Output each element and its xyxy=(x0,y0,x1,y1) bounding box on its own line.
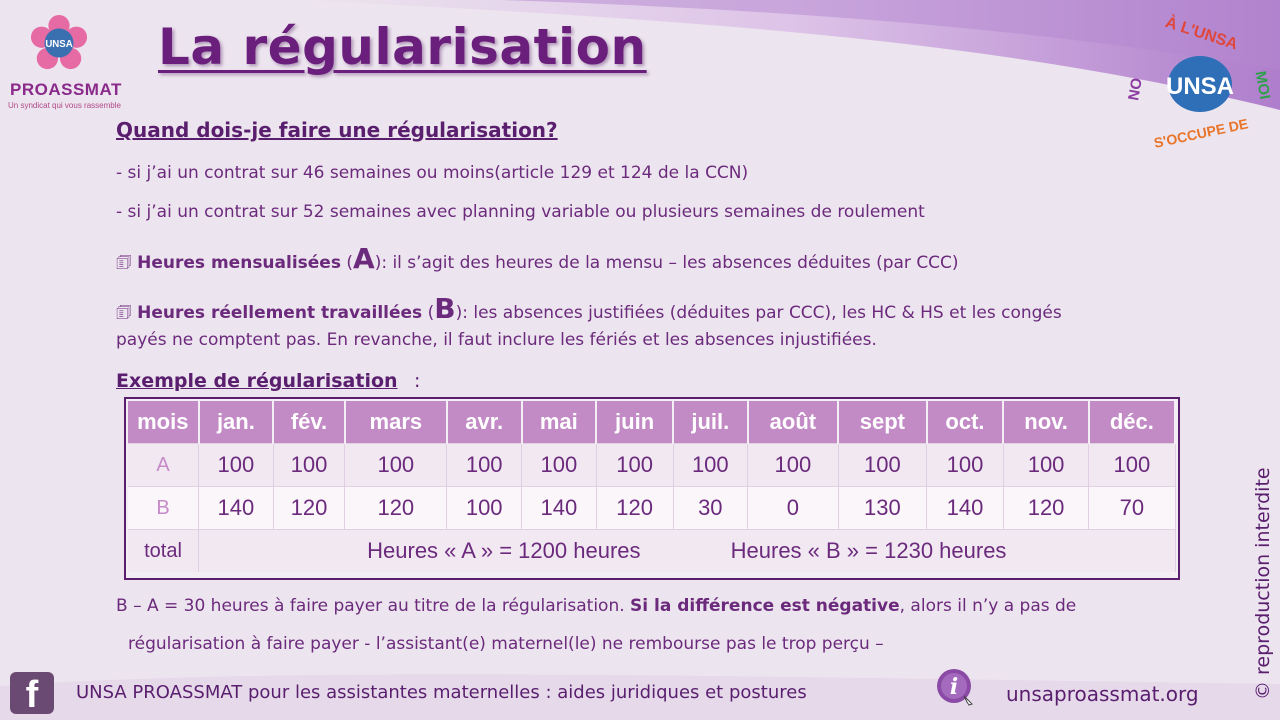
document-icon: 🗊 xyxy=(116,253,132,273)
definition-a-open: ( xyxy=(340,253,354,273)
table-cell: 100 xyxy=(748,444,839,487)
document-icon: 🗊 xyxy=(116,303,132,323)
badge-left-text: NO xyxy=(1125,76,1146,102)
conclusion-line-1 xyxy=(116,596,1076,616)
row-label-a: A xyxy=(128,444,199,487)
table-cell: 100 xyxy=(927,444,1004,487)
table-row-total xyxy=(128,530,1175,573)
table-cell: 100 xyxy=(1089,444,1175,487)
badge-bottom-text: S'OCCUPE DE xyxy=(1152,115,1250,151)
definition-b-letter: B xyxy=(434,292,456,325)
table-cell: 100 xyxy=(596,444,673,487)
logo-left-text: UNSA xyxy=(45,38,73,50)
definition-b xyxy=(116,292,1062,329)
total-a: Heures « A » = 1200 heures xyxy=(367,538,641,563)
column-header: juil. xyxy=(673,401,748,444)
regularisation-table xyxy=(128,401,1176,572)
definition-b-label: Heures réellement travaillées xyxy=(137,303,423,323)
total-cell xyxy=(199,530,1175,573)
column-header: fév. xyxy=(273,401,345,444)
table-cell: 100 xyxy=(199,444,274,487)
question-line-1: - si j’ai un contrat sur 46 semaines ou moins(article 129 et 124 de la CCN) xyxy=(116,163,749,183)
badge-top-text: À L'UNSA xyxy=(1163,14,1240,54)
definition-a-text: ): il s’agit des heures de la mensu – les absences déduites (par CCC) xyxy=(374,253,959,273)
table-cell: 100 xyxy=(1003,444,1088,487)
facebook-icon[interactable]: f xyxy=(10,672,54,714)
definition-a xyxy=(116,242,959,279)
table-cell: 140 xyxy=(199,487,274,530)
brand-tagline: Un syndicat qui vous rassemble xyxy=(8,101,121,110)
flower-logo-icon xyxy=(30,14,88,72)
question-line-2: - si j’ai un contrat sur 52 semaines avec planning variable ou plusieurs semaines de roulement xyxy=(116,202,925,222)
table-cell: 100 xyxy=(273,444,345,487)
column-header-mois: mois xyxy=(128,401,199,444)
table-cell: 100 xyxy=(838,444,926,487)
table-cell: 140 xyxy=(522,487,597,530)
conclusion-line-2: régularisation à faire payer - l’assistant(e) maternel(le) ne rembourse pas le trop perçu – xyxy=(128,634,884,654)
proassmat-logo xyxy=(8,8,128,108)
table-cell: 120 xyxy=(345,487,447,530)
definition-b-text: ): les absences justifiées (déduites par CCC), les HC & HS et les congés xyxy=(455,303,1062,323)
table-row-a xyxy=(128,444,1175,487)
table-cell: 140 xyxy=(927,487,1004,530)
table-cell: 130 xyxy=(838,487,926,530)
info-icon[interactable] xyxy=(936,668,974,706)
example-heading: Exemple de régularisation xyxy=(116,370,398,392)
definition-a-letter: A xyxy=(353,242,375,275)
row-label-total: total xyxy=(128,530,199,573)
definition-a-label: Heures mensualisées xyxy=(137,253,341,273)
column-header: mars xyxy=(345,401,447,444)
table-cell: 120 xyxy=(596,487,673,530)
regularisation-table-frame xyxy=(124,397,1180,580)
conclusion-text-2: , alors il n’y a pas de xyxy=(899,596,1077,616)
column-header: jan. xyxy=(199,401,274,444)
table-cell: 100 xyxy=(673,444,748,487)
svg-text:i: i xyxy=(949,674,959,700)
conclusion-text-1: B – A = 30 heures à faire payer au titre de la régularisation. xyxy=(116,596,631,616)
table-row-b xyxy=(128,487,1175,530)
table-cell: 0 xyxy=(748,487,839,530)
conclusion-bold: Si la différence est négative xyxy=(630,596,900,616)
table-cell: 100 xyxy=(447,444,522,487)
page-title: La régularisation xyxy=(158,18,647,76)
copyright-note: © reproduction interdite xyxy=(1252,467,1274,700)
table-cell: 120 xyxy=(1003,487,1088,530)
website-link[interactable]: unsaproassmat.org xyxy=(1006,682,1199,706)
table-cell: 70 xyxy=(1089,487,1175,530)
unsa-badge-logo xyxy=(1125,14,1274,160)
column-header: mai xyxy=(522,401,597,444)
column-header: août xyxy=(748,401,839,444)
table-header-row xyxy=(128,401,1175,444)
column-header: sept xyxy=(838,401,926,444)
table-cell: 100 xyxy=(447,487,522,530)
column-header: nov. xyxy=(1003,401,1088,444)
column-header: avr. xyxy=(447,401,522,444)
footer-text: UNSA PROASSMAT pour les assistantes maternelles : aides juridiques et postures xyxy=(76,682,807,703)
badge-middle-text: UNSA xyxy=(1165,73,1235,100)
total-b: Heures « B » = 1230 heures xyxy=(730,538,1007,563)
badge-right-text: MOI xyxy=(1251,69,1274,101)
column-header: juin xyxy=(596,401,673,444)
definition-b-open: ( xyxy=(422,303,435,323)
row-label-b: B xyxy=(128,487,199,530)
table-cell: 30 xyxy=(673,487,748,530)
table-cell: 120 xyxy=(273,487,345,530)
example-colon: : xyxy=(414,370,421,392)
table-cell: 100 xyxy=(345,444,447,487)
definition-b-text-2: payés ne comptent pas. En revanche, il faut inclure les fériés et les absences injustifiées. xyxy=(116,330,877,350)
brand-name: PROASSMAT xyxy=(10,80,122,99)
column-header: oct. xyxy=(927,401,1004,444)
table-cell: 100 xyxy=(522,444,597,487)
column-header: déc. xyxy=(1089,401,1175,444)
question-heading: Quand dois-je faire une régularisation? xyxy=(116,118,558,142)
